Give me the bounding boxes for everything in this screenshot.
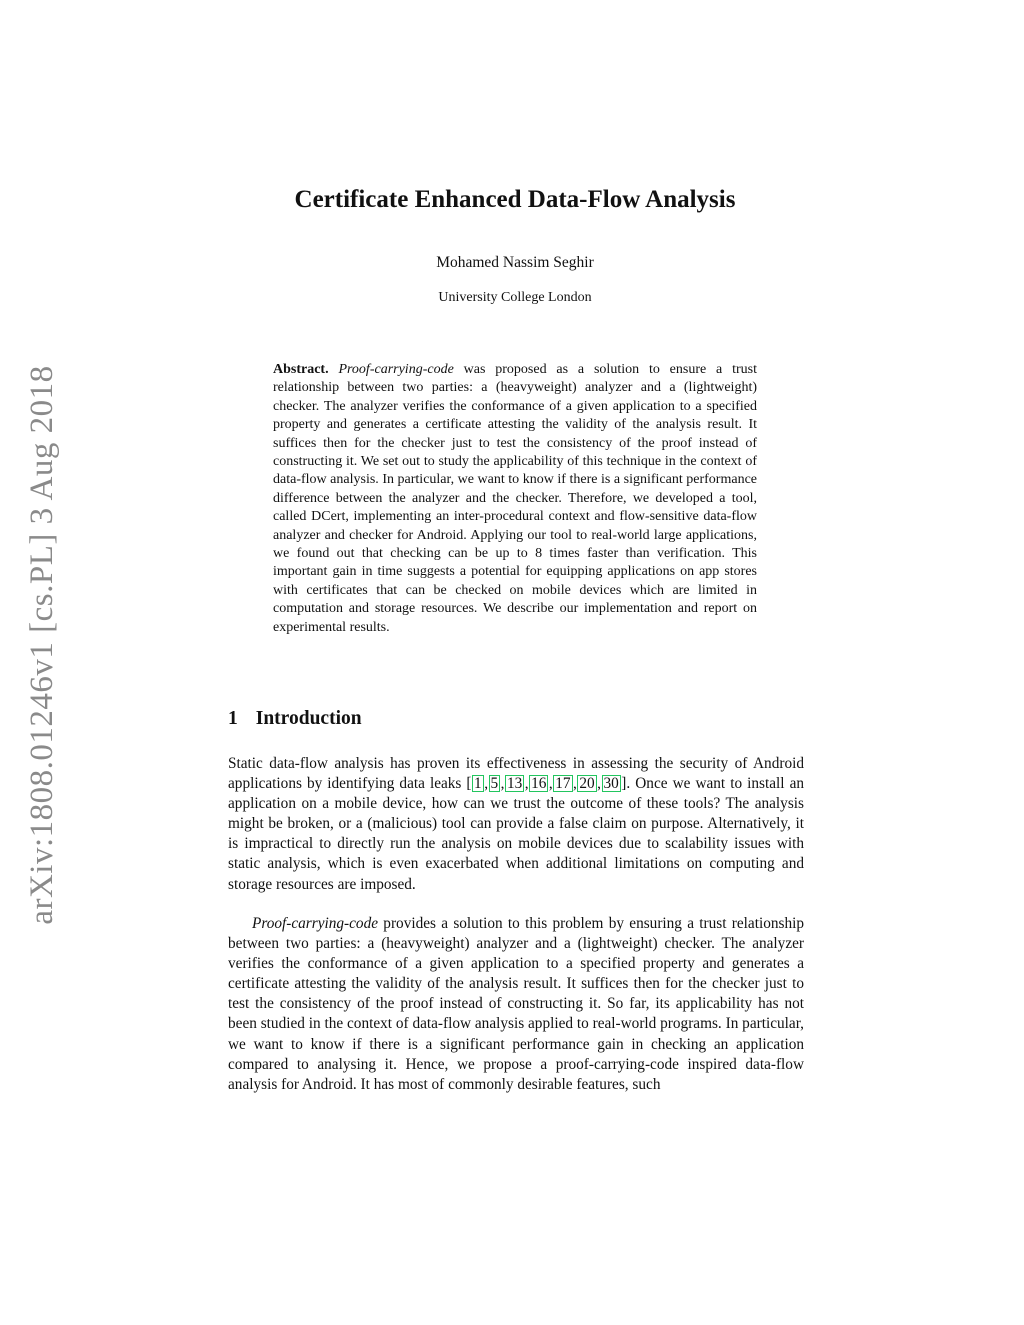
section-title: Introduction bbox=[255, 708, 362, 729]
abstract-emphasis: Proof-carrying-code bbox=[338, 362, 454, 377]
section-number: 1 bbox=[228, 708, 238, 729]
citation-link[interactable]: 16 bbox=[531, 775, 547, 793]
citation-link[interactable]: 17 bbox=[555, 775, 571, 793]
para2-emphasis: Proof-carrying-code bbox=[252, 915, 379, 932]
arxiv-identifier[interactable]: arXiv:1808.01246v1 [cs.PL] 3 Aug 2018 bbox=[24, 365, 60, 925]
intro-paragraph-1: Static data-flow analysis has proven its effectiveness in assessing the security of Android applications by identifying data leaks [ 1 , 5 , 13 , 16 , 17 , 20 , 30 ]. Once we want to install an application on a mobile device, how can we trust the outcome of these tools? The analysis might be broken, or a (malicious) tool can provide a false claim on purpose. Alternatively, it is impractical to directly run the analysis on mobile devices due to scalability issues with static analysis, which is even exacerbated when additional limitations on computing and storage resources are imposed. bbox=[228, 755, 805, 893]
author-name: Mohamed Nassim Seghir bbox=[436, 254, 594, 271]
para1-text-before: Static data-flow analysis has proven its effectiveness in assessing the security of Android applications by identifying data leaks bbox=[228, 755, 804, 793]
citation-link[interactable]: 20 bbox=[579, 775, 595, 793]
citation-link[interactable]: 30 bbox=[603, 775, 619, 793]
citation-link[interactable]: 5 bbox=[490, 775, 499, 793]
abstract bbox=[273, 361, 757, 637]
abstract-text: was proposed as a solution to ensure a trust relationship between two parties: a (heavyweight) analyzer and a (lightweight) checker. The analyzer verifies the conformance of a given application to a specified property and generates a certificate attesting the validity of the analysis result. It suffices then for the checker just to test the consistency of the proof instead of constructing it. We set out to study the applicability of this technique in the context of data-flow analysis. In particular, we want to know if there is a significant performance difference between the analyzer and the checker. Therefore, we developed a tool, called DCert, implementing an inter-procedural context and flow-sensitive data-flow analyzer and checker for Android. Applying our tool to real-world large applications, we found out that checking can be up to 8 times faster than verification. This important gain in time suggests a potential for equipping applications on app stores with certificates that can be checked on mobile devices which are limited in computation and storage resources. We describe our implementation and report on experimental results. bbox=[273, 362, 757, 635]
intro-paragraph-2 bbox=[228, 914, 804, 1095]
author-affiliation: University College London bbox=[438, 290, 592, 305]
citation-link[interactable]: 13 bbox=[507, 775, 523, 793]
para2-text: provides a solution to this problem by ensuring a trust relationship between two parties: a (heavyweight) analyzer and a (lightweight) checker. The analyzer verifies the conformance of a given application to a specified property and generates a certificate attesting the validity of the analysis result. It suffices then for the checker just to test the consistency of the proof instead of constructing it. So far, its applicability has not been studied in the context of data-flow analysis applied to real-world programs. In particular, we want to know if there is a significant performance gain in checking an application compared to analysing it. Hence, we propose a proof-carrying-code inspired data-flow analysis for Android. It has most of commonly desirable features, such bbox=[228, 915, 804, 1093]
para1-text-after: . Once we want to install an application on a mobile device, how can we trust the outcome of these tools? The analysis might be broken, or a (malicious) tool can provide a false claim on purpose. Alternatively, it is impractical to directly run the analysis on mobile devices due to scalability issues with static analysis, which is even exacerbated when additional limitations on computing and storage resources are imposed. bbox=[228, 775, 805, 893]
paper-title: Certificate Enhanced Data-Flow Analysis bbox=[294, 186, 736, 213]
citation-open-bracket: [ bbox=[466, 775, 472, 793]
citation-link[interactable]: 1 bbox=[474, 775, 482, 793]
section-heading bbox=[228, 708, 362, 730]
abstract-label: Abstract. bbox=[273, 362, 329, 377]
citation-close-bracket: ] bbox=[621, 775, 627, 793]
